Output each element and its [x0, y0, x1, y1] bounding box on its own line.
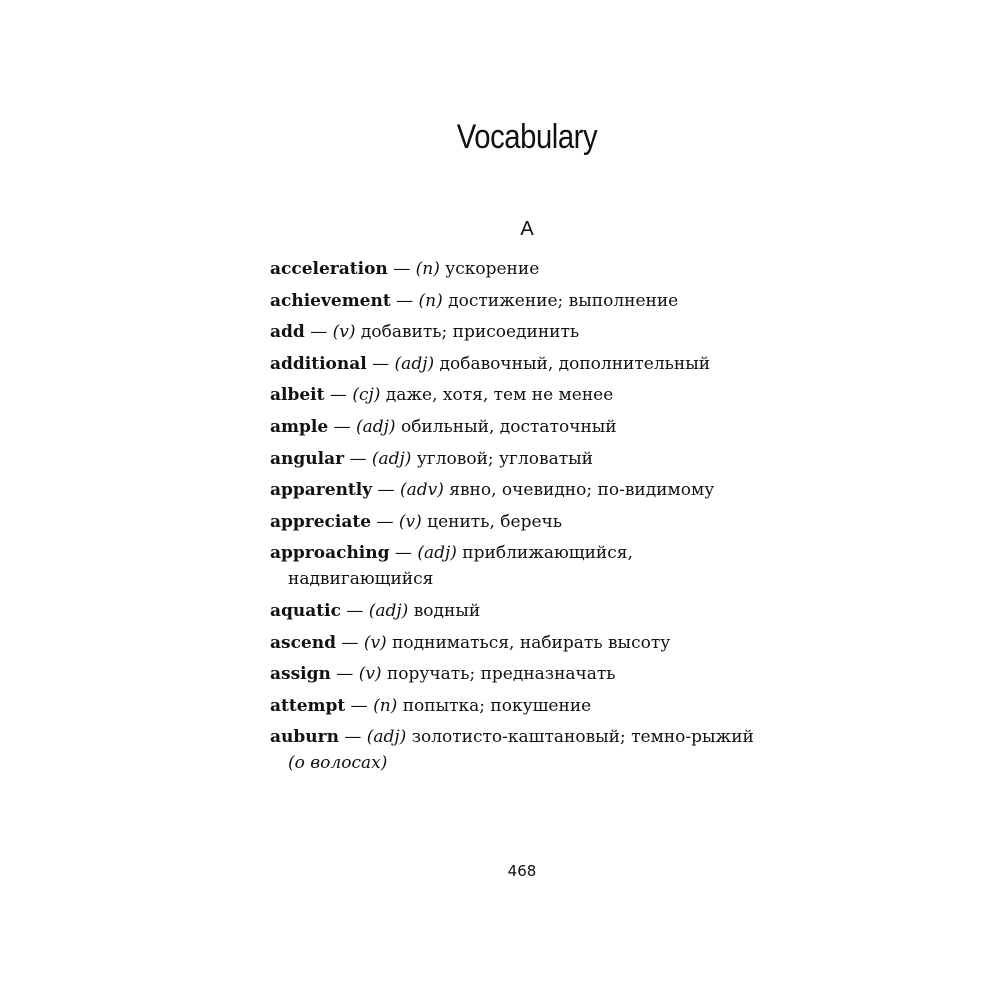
headword: apparently: [270, 480, 373, 501]
translation: обильный, достаточный: [400, 416, 617, 437]
entry-dash: —: [376, 511, 394, 532]
entry-dash: —: [333, 416, 351, 437]
part-of-speech: (adj): [371, 448, 412, 469]
translation: достижение; выполнение: [448, 290, 679, 311]
part-of-speech: (v): [363, 632, 387, 653]
headword: auburn: [270, 727, 339, 748]
entry-dash: —: [346, 600, 364, 621]
entry-dash: —: [341, 632, 359, 653]
part-of-speech: (n): [373, 695, 398, 716]
headword: appreciate: [270, 511, 372, 532]
part-of-speech: (cj): [352, 385, 381, 406]
translation: подниматься, набирать высоту: [392, 632, 671, 653]
entry-dash: —: [393, 259, 411, 279]
headword: assign: [270, 664, 331, 685]
part-of-speech: (adj): [394, 353, 435, 374]
vocabulary-entry: [270, 509, 770, 535]
vocabulary-entry: [270, 256, 770, 282]
vocabulary-entry: [270, 382, 770, 408]
vocabulary-entry: [270, 446, 770, 472]
entry-dash: —: [349, 448, 367, 469]
vocabulary-entry: [270, 351, 770, 377]
entry-dash: —: [350, 695, 368, 716]
translation: попытка; покушение: [402, 695, 592, 716]
translation: приближающийся, надвигающийся: [288, 543, 633, 590]
headword: additional: [270, 353, 367, 374]
headword: ascend: [270, 632, 336, 653]
part-of-speech: (v): [398, 511, 422, 532]
translation: ценить, беречь: [427, 511, 563, 532]
entry-dash: —: [377, 480, 395, 501]
entry-dash: —: [372, 353, 390, 374]
translation: даже, хотя, тем не менее: [385, 385, 614, 406]
headword: achievement: [270, 290, 391, 311]
entry-dash: —: [344, 727, 362, 748]
usage-note: (о волосах): [288, 753, 388, 774]
translation: поручать; предназначать: [386, 664, 616, 685]
headword: aquatic: [270, 600, 341, 621]
vocabulary-entry: [270, 724, 770, 776]
headword: ample: [270, 416, 329, 437]
entry-dash: —: [394, 543, 412, 564]
entry-dash: —: [396, 290, 414, 311]
vocabulary-entry: [270, 414, 770, 440]
headword: approaching: [270, 543, 390, 564]
vocabulary-entry: [270, 598, 770, 624]
part-of-speech: (v): [332, 322, 356, 343]
headword: add: [270, 322, 305, 343]
vocabulary-entry: [270, 630, 770, 656]
vocabulary-entry: [270, 693, 770, 719]
part-of-speech: (n): [418, 290, 443, 311]
headword: albeit: [270, 385, 325, 406]
headword: angular: [270, 448, 345, 469]
entry-dash: —: [310, 322, 328, 343]
headword: attempt: [270, 695, 346, 716]
translation: ускорение: [445, 259, 540, 279]
translation: добавочный, дополнительный: [439, 353, 711, 374]
page-number: 468: [507, 862, 537, 880]
entry-dash: —: [336, 664, 354, 685]
headword: acceleration: [270, 259, 388, 279]
page-title: Vocabulary: [456, 118, 598, 156]
vocabulary-entry: [270, 288, 770, 314]
translation: угловой; угловатый: [416, 448, 593, 469]
section-letter-heading: A: [520, 218, 534, 240]
translation: водный: [413, 600, 481, 621]
part-of-speech: (adj): [355, 416, 396, 437]
vocabulary-entry: [270, 661, 770, 687]
part-of-speech: (adv): [399, 480, 444, 501]
part-of-speech: (adj): [417, 543, 457, 564]
part-of-speech: (adj): [366, 727, 407, 748]
vocabulary-entry: [270, 319, 770, 345]
translation: золотисто-каштановый; темно-рыжий: [411, 727, 754, 748]
translation: добавить; присоединить: [360, 322, 580, 343]
part-of-speech: (adj): [368, 600, 409, 621]
entry-dash: —: [329, 385, 347, 406]
vocabulary-entry: [270, 477, 770, 503]
part-of-speech: (v): [358, 664, 382, 685]
vocabulary-list: [270, 256, 770, 782]
part-of-speech: (n): [415, 259, 440, 279]
vocabulary-entry: [270, 540, 770, 592]
translation: явно, очевидно; по-видимому: [449, 480, 715, 501]
